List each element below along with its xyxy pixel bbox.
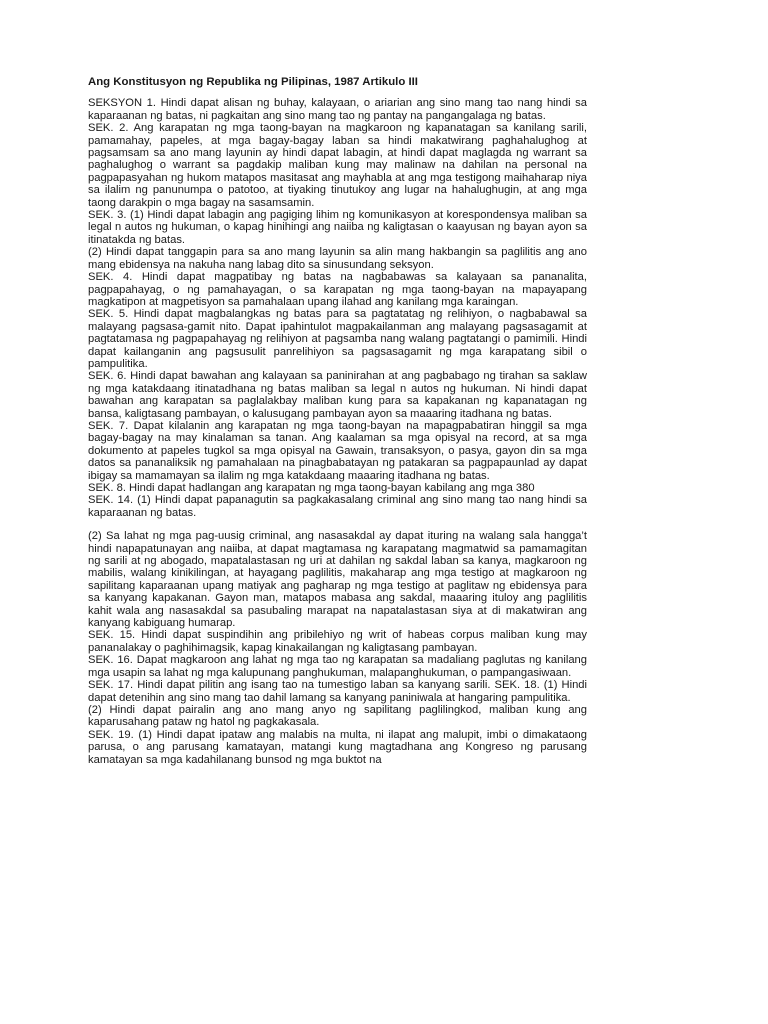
section-3-2: (2) Hindi dapat tanggapin para sa ano mang layunin sa alin mang hakbangin sa paglilitis ang ano mang ebidensya na nakuha nang labag dito sa sinusundang seksyon. xyxy=(88,246,587,271)
document-title: Ang Konstitusyon ng Republika ng Pilipinas, 1987 Artikulo III xyxy=(88,76,418,88)
section-1: SEKSYON 1. Hindi dapat alisan ng buhay, kalayaan, o ariarian ang sino mang tao nang hindi sa kaparaanan ng batas, ni pagkaitan ang sino mang tao ng pantay na pangangalaga ng batas. xyxy=(88,97,587,122)
section-18-2: (2) Hindi dapat pairalin ang ano mang anyo ng sapilitang paglilingkod, maliban kung ang kaparusahang pataw ng hatol ng pagkakasala. xyxy=(88,703,587,729)
section-14-2: (2) Sa lahat ng mga pag-uusig criminal, ang nasasakdal ay dapat ituring na walang sala hangga’t hindi napapatunayan ang naiiba, at dapat magtamasa ng karapatang magmatwid sa pamamagitan ng sarili at ng abogado, mapatalastasan ng uri at dahilan ng sakdal laban sa kanya, magkaroon ng mabilis, walang kinikilingan, at hayagang paglilitis, makaharap ang mga testigo at magkaroon ng sapilitang kaparaanan upang matiyak ang pagharap ng mga testigo at paglitaw ng ebidensya para sa kanyang kapakanan. Gayon man, matapos mabasa ang sakdal, maaaring ituloy ang paglilitis kahit wala ang nasasakdal sa pasubaling marapat na napatalastasan siya at di makatwiran ang kanyang kabiguang humarap. xyxy=(88,530,587,630)
section-3-1: SEK. 3. (1) Hindi dapat labagin ang pagiging lihim ng komunikasyon at korespondensya maliban sa legal n autos ng hukuman, o kapag hinihingi ang naiiba ng kaligtasan o kaayusan ng bayan ayon sa itinatakda ng batas. xyxy=(88,209,587,246)
section-15: SEK. 15. Hindi dapat suspindihin ang pribilehiyo ng writ of habeas corpus maliban kung may pananalakay o paghihimagsik, kapag kinakailangan ng kaligtasang pambayan. xyxy=(88,629,587,654)
section-16: SEK. 16. Dapat magkaroon ang lahat ng mga tao ng karapatan sa madaliang paglutas ng kanilang mga usapin sa lahat ng mga kalupunang panghukuman, malapanghukuman, o pampangasiwaan. xyxy=(88,654,587,679)
document-page xyxy=(88,76,587,766)
section-2: SEK. 2. Ang karapatan ng mga taong-bayan na magkaroon ng kapanatagan sa kanilang sarili, pamamahay, papeles, at mga bagay-bagay laban sa hindi makatwirang paghahalughog at pagsamsam sa ano mang layunin ay hindi dapat labagin, at hindi dapat maglagda ng warrant sa paghalughog o warrant sa pagdakip maliban kung may malinaw na dahilan na personal na pagpapasyahan ng hukom matapos masitasat ang mayhabla at ang mga testigong maihaharap niya sa ilalim ng panunumpa o patotoo, at tiyaking tinutukoy ang lugar na hahalughugin, at ang mga taong darakpin o mga bagay na sasamsamin. xyxy=(88,122,587,209)
section-7: SEK. 7. Dapat kilalanin ang karapatan ng mga taong-bayan na mapagpabatiran hinggil sa mga bagay-bagay na may kinalaman sa tanan. Ang kaalaman sa mga opisyal na record, at sa mga dokumento at papeles tugkol sa mga opisyal na Gawain, transaksyon, o pasya, gayon din sa mga datos sa pananaliksik ng pamahalaan na pinagbabatayan ng patakaran sa pagpapaunlad ay dapat ibigay sa mamamayan sa ilalim ng mga katakdaang maaaring itadhana ng batas. xyxy=(88,419,587,482)
section-4: SEK. 4. Hindi dapat magpatibay ng batas na nagbabawas sa kalayaan sa pananalita, pagpapahayag, o ng pamahayagan, o sa karapatan ng mga taong-bayan na mapayapang magkatipon at magpetisyon sa pamahalaan upang ilahad ang kanilang mga karaingan. xyxy=(88,271,587,308)
section-6: SEK. 6. Hindi dapat bawahan ang kalayaan sa paninirahan at ang pagbabago ng tirahan sa saklaw ng mga katakdaang itinatadhana ng batas maliban sa legal n autos ng hukuman. Ni hindi dapat bawahan ang karapatan sa paglalakbay maliban kung para sa kapakanan ng kapanatagan ng bansa, kaligtasang pambayan, o kalusugang pambayan ayon sa maaaring itadhana ng batas. xyxy=(88,370,587,420)
section-14-1: SEK. 14. (1) Hindi dapat papanagutin sa pagkakasalang criminal ang sino mang tao nang hindi sa kaparaanan ng batas. xyxy=(88,494,587,519)
section-19-1: SEK. 19. (1) Hindi dapat ipataw ang malabis na multa, ni ilapat ang malupit, imbi o dimakataong parusa, o ang parusang kamatayan, matangi kung magtadhana ang Kongreso ng parusang kamatayan sa mga kadahilanang bunsod ng mga buktot na xyxy=(88,728,587,766)
section-17-18-1: SEK. 17. Hindi dapat pilitin ang isang tao na tumestigo laban sa kanyang sarili. SEK. 18. (1) Hindi dapat detenihin ang sino mang tao dahil lamang sa kanyang paniniwala at hangaring pampulitika. xyxy=(88,679,587,704)
section-5: SEK. 5. Hindi dapat magbalangkas ng batas para sa pagtatatag ng relihiyon, o nagbabawal sa malayang pagsasa-gamit nito. Dapat ipahintulot magpakailanman ang malayang pagsasagamit at pagtatamasa ng pagpapahayag ng relihiyon at pagsamba nang walang pagtatangi o pamimili. Hindi dapat kailanganin ang pagsusulit panrelihiyon sa pagsasagamit ng mga karapatang sibil o pampulitika. xyxy=(88,308,587,370)
section-8: SEK. 8. Hindi dapat hadlangan ang karapatan ng mga taong-bayan kabilang ang mga 380 xyxy=(88,482,535,494)
